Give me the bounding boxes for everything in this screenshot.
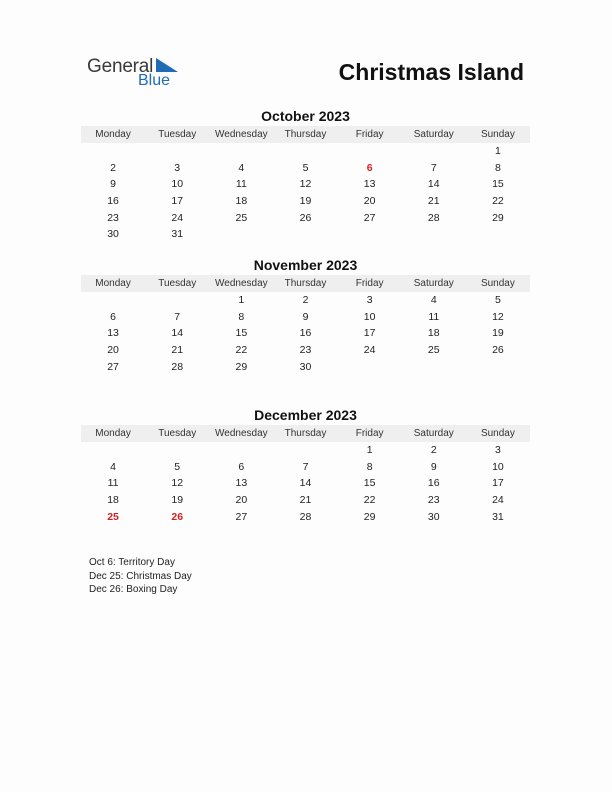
day-cell: 3 (174, 161, 181, 174)
month-november (81, 256, 530, 375)
day-cell: 20 (363, 195, 376, 208)
day-cell: 20 (235, 494, 248, 507)
day-cell: 23 (299, 344, 312, 357)
weekday-label: Wednesday (215, 428, 268, 439)
weekday-label: Friday (355, 428, 384, 439)
day-cell: 28 (299, 510, 312, 523)
holiday-note: Dec 25: Christmas Day (89, 570, 192, 582)
weekday-label: Saturday (413, 129, 454, 140)
holiday-day-cell: 25 (107, 510, 119, 523)
day-cell: 7 (302, 460, 309, 473)
weekday-label: Tuesday (158, 129, 197, 140)
month-title: December 2023 (254, 407, 357, 423)
day-cell: 13 (235, 477, 248, 490)
weekday-label: Sunday (480, 129, 515, 140)
week-row (81, 193, 530, 210)
week-row (81, 342, 530, 359)
holiday-day-cell: 26 (171, 510, 184, 523)
month-december (81, 406, 530, 525)
weekday-label: Monday (95, 129, 131, 140)
day-cell: 27 (107, 360, 119, 373)
generalblue-logo (87, 56, 187, 92)
week-row (81, 160, 530, 177)
day-cell: 17 (171, 195, 184, 208)
month-title: October 2023 (261, 108, 350, 124)
week-row (81, 325, 530, 342)
week-row (81, 442, 530, 459)
day-cell: 10 (492, 460, 504, 473)
day-cell: 23 (427, 494, 440, 507)
day-cell: 29 (492, 211, 504, 224)
weekday-label: Monday (95, 428, 131, 439)
day-cell: 29 (235, 360, 248, 373)
day-cell: 15 (363, 477, 376, 490)
day-cell: 11 (235, 178, 247, 191)
week-row (81, 508, 530, 525)
day-cell: 11 (107, 477, 119, 490)
weekday-label: Sunday (480, 278, 515, 289)
day-cell: 6 (238, 460, 245, 473)
day-cell: 18 (235, 195, 248, 208)
week-row (81, 475, 530, 492)
day-cell: 25 (427, 344, 440, 357)
day-cell: 4 (430, 294, 437, 307)
day-cell: 26 (299, 211, 312, 224)
day-cell: 27 (363, 211, 376, 224)
day-cell: 3 (494, 444, 501, 457)
day-cell: 3 (366, 294, 373, 307)
country-title: Christmas Island (338, 59, 524, 85)
day-cell: 10 (363, 310, 376, 323)
month-grid (81, 292, 530, 375)
day-cell: 14 (427, 178, 440, 191)
day-cell: 8 (494, 161, 501, 174)
logo-general-text: General (87, 56, 154, 77)
day-cell: 1 (238, 294, 245, 307)
day-cell: 9 (430, 460, 437, 473)
weekday-label: Wednesday (215, 129, 268, 140)
day-cell: 4 (238, 161, 245, 174)
month-grid (81, 143, 530, 243)
day-cell: 16 (107, 195, 119, 208)
weekday-label: Thursday (284, 129, 327, 140)
day-cell: 4 (110, 460, 116, 473)
day-cell: 14 (171, 327, 184, 340)
week-row (81, 492, 530, 509)
day-cell: 16 (427, 477, 440, 490)
day-cell: 11 (428, 310, 440, 323)
weekday-label: Saturday (413, 428, 454, 439)
day-cell: 28 (171, 360, 184, 373)
day-cell: 19 (171, 494, 184, 507)
day-cell: 12 (299, 178, 312, 191)
day-cell: 6 (110, 310, 116, 323)
weekday-label: Monday (95, 278, 131, 289)
weekday-header (81, 425, 530, 442)
day-cell: 12 (492, 310, 504, 323)
week-row (81, 309, 530, 326)
weekday-label: Friday (355, 278, 384, 289)
day-cell: 21 (427, 195, 440, 208)
week-row (81, 209, 530, 226)
logo-triangle-icon (156, 58, 178, 72)
day-cell: 22 (235, 344, 248, 357)
day-cell: 21 (171, 344, 184, 357)
day-cell: 9 (302, 310, 309, 323)
weekday-label: Saturday (413, 278, 454, 289)
day-cell: 24 (492, 494, 504, 507)
day-cell: 24 (363, 344, 376, 357)
weekday-label: Thursday (284, 428, 327, 439)
day-cell: 28 (427, 211, 440, 224)
day-cell: 2 (110, 161, 116, 174)
day-cell: 30 (299, 360, 312, 373)
week-row (81, 143, 530, 160)
day-cell: 29 (363, 510, 376, 523)
day-cell: 2 (302, 294, 309, 307)
holiday-note: Dec 26: Boxing Day (89, 584, 178, 595)
day-cell: 9 (110, 178, 116, 191)
day-cell: 30 (427, 510, 440, 523)
day-cell: 7 (174, 310, 181, 323)
day-cell: 17 (363, 327, 376, 340)
weekday-header (81, 126, 530, 143)
day-cell: 5 (174, 460, 181, 473)
day-cell: 15 (492, 178, 504, 191)
day-cell: 30 (107, 228, 119, 241)
day-cell: 10 (171, 178, 184, 191)
day-cell: 17 (492, 477, 504, 490)
day-cell: 18 (427, 327, 440, 340)
week-row (81, 358, 530, 375)
day-cell: 24 (171, 211, 184, 224)
day-cell: 13 (363, 178, 376, 191)
week-row (81, 459, 530, 476)
day-cell: 25 (235, 211, 248, 224)
day-cell: 18 (107, 494, 119, 507)
day-cell: 31 (492, 510, 504, 523)
day-cell: 13 (107, 327, 119, 340)
month-october (81, 107, 530, 243)
day-cell: 12 (171, 477, 184, 490)
weekday-label: Wednesday (215, 278, 268, 289)
day-cell: 5 (302, 161, 309, 174)
holiday-notes (89, 556, 192, 597)
day-cell: 22 (492, 195, 504, 208)
day-cell: 1 (494, 145, 501, 158)
day-cell: 31 (171, 228, 184, 241)
weekday-header (81, 275, 530, 292)
day-cell: 1 (366, 444, 373, 457)
day-cell: 19 (299, 195, 312, 208)
logo-blue-text: Blue (138, 72, 171, 89)
day-cell: 14 (299, 477, 312, 490)
month-title: November 2023 (253, 257, 358, 273)
day-cell: 27 (235, 510, 248, 523)
holiday-day-cell: 6 (366, 161, 373, 174)
weekday-label: Thursday (284, 278, 327, 289)
week-row (81, 226, 530, 243)
month-grid (81, 442, 530, 525)
day-cell: 20 (107, 344, 119, 357)
day-cell: 7 (430, 161, 437, 174)
day-cell: 23 (107, 211, 119, 224)
day-cell: 19 (492, 327, 504, 340)
weekday-label: Tuesday (158, 428, 197, 439)
day-cell: 22 (363, 494, 376, 507)
week-row (81, 292, 530, 309)
weekday-label: Tuesday (158, 278, 197, 289)
day-cell: 16 (299, 327, 312, 340)
weekday-label: Sunday (480, 428, 515, 439)
day-cell: 21 (299, 494, 312, 507)
week-row (81, 176, 530, 193)
day-cell: 5 (494, 294, 501, 307)
holiday-note: Oct 6: Territory Day (89, 557, 175, 568)
day-cell: 26 (492, 344, 504, 357)
weekday-label: Friday (355, 129, 384, 140)
day-cell: 2 (430, 444, 437, 457)
day-cell: 8 (238, 310, 245, 323)
day-cell: 15 (235, 327, 248, 340)
day-cell: 8 (366, 460, 373, 473)
